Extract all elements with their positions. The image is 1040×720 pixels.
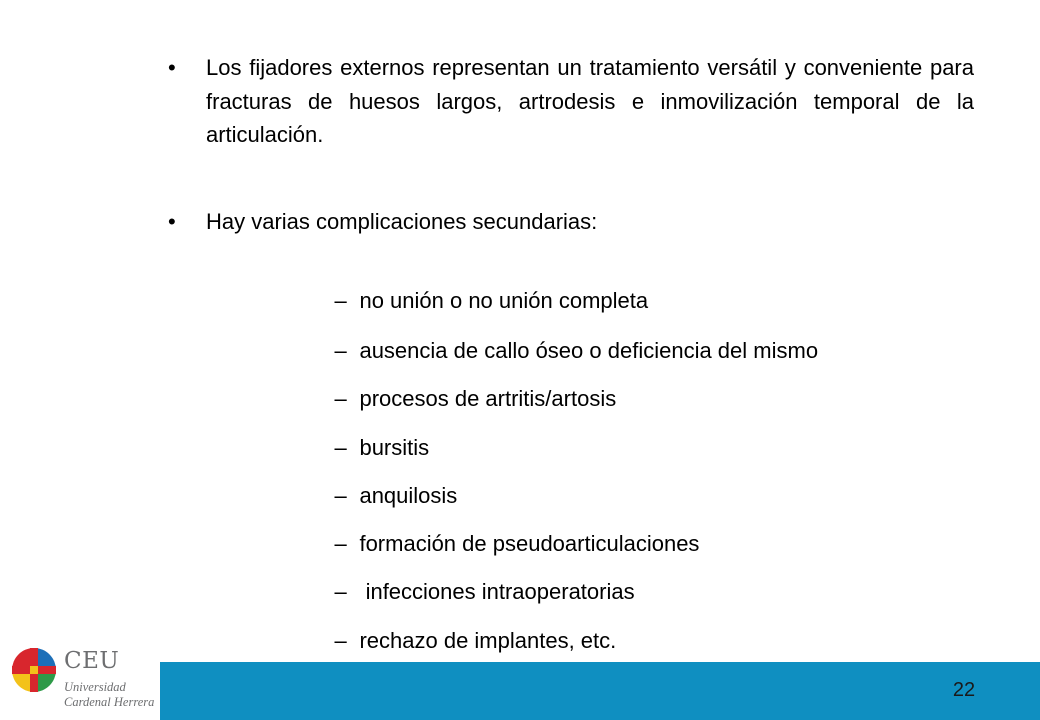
logo-line2: Cardenal Herrera: [64, 695, 155, 709]
sub-text: rechazo de implantes, etc.: [359, 628, 617, 653]
bullet-item-complicaciones: [168, 205, 974, 239]
sub-dash: –: [334, 628, 347, 653]
emblem-cross-center: [30, 666, 38, 674]
sub-text: anquilosis: [359, 483, 458, 508]
sub-text: infecciones intraoperatorias: [359, 579, 635, 604]
bullet-text: Los fijadores externos representan un tratamiento versátil y conveniente para fracturas de huesos largos, artrodesis e inmovilización temporal de la articulación.: [206, 55, 974, 147]
sub-dash: –: [334, 579, 347, 604]
sub-dash: –: [334, 386, 347, 411]
sub-text: procesos de artritis/artosis: [359, 386, 617, 411]
sub-dash: –: [334, 435, 347, 460]
logo-line1: Universidad: [64, 680, 126, 694]
sub-text: ausencia de callo óseo o deficiencia del mismo: [359, 338, 819, 363]
sub-dash: –: [334, 288, 347, 313]
sub-dash: –: [334, 531, 347, 556]
sub-text: bursitis: [359, 435, 430, 460]
footer-bar: [160, 662, 1040, 720]
sub-dash: –: [334, 338, 347, 363]
bullet-text: Hay varias complicaciones secundarias:: [206, 209, 598, 234]
sub-text: no unión o no unión completa: [359, 288, 649, 313]
bullet-marker: •: [168, 55, 176, 80]
sub-dash: –: [334, 483, 347, 508]
bullet-item-fijadores: [168, 51, 974, 152]
ceu-emblem-icon: [10, 646, 58, 694]
bullet-marker: •: [168, 209, 176, 234]
logo-name: CEU: [64, 648, 120, 674]
ceu-logo: [8, 644, 158, 716]
page-number: 22: [952, 679, 976, 701]
sub-text: formación de pseudoarticulaciones: [359, 531, 700, 556]
